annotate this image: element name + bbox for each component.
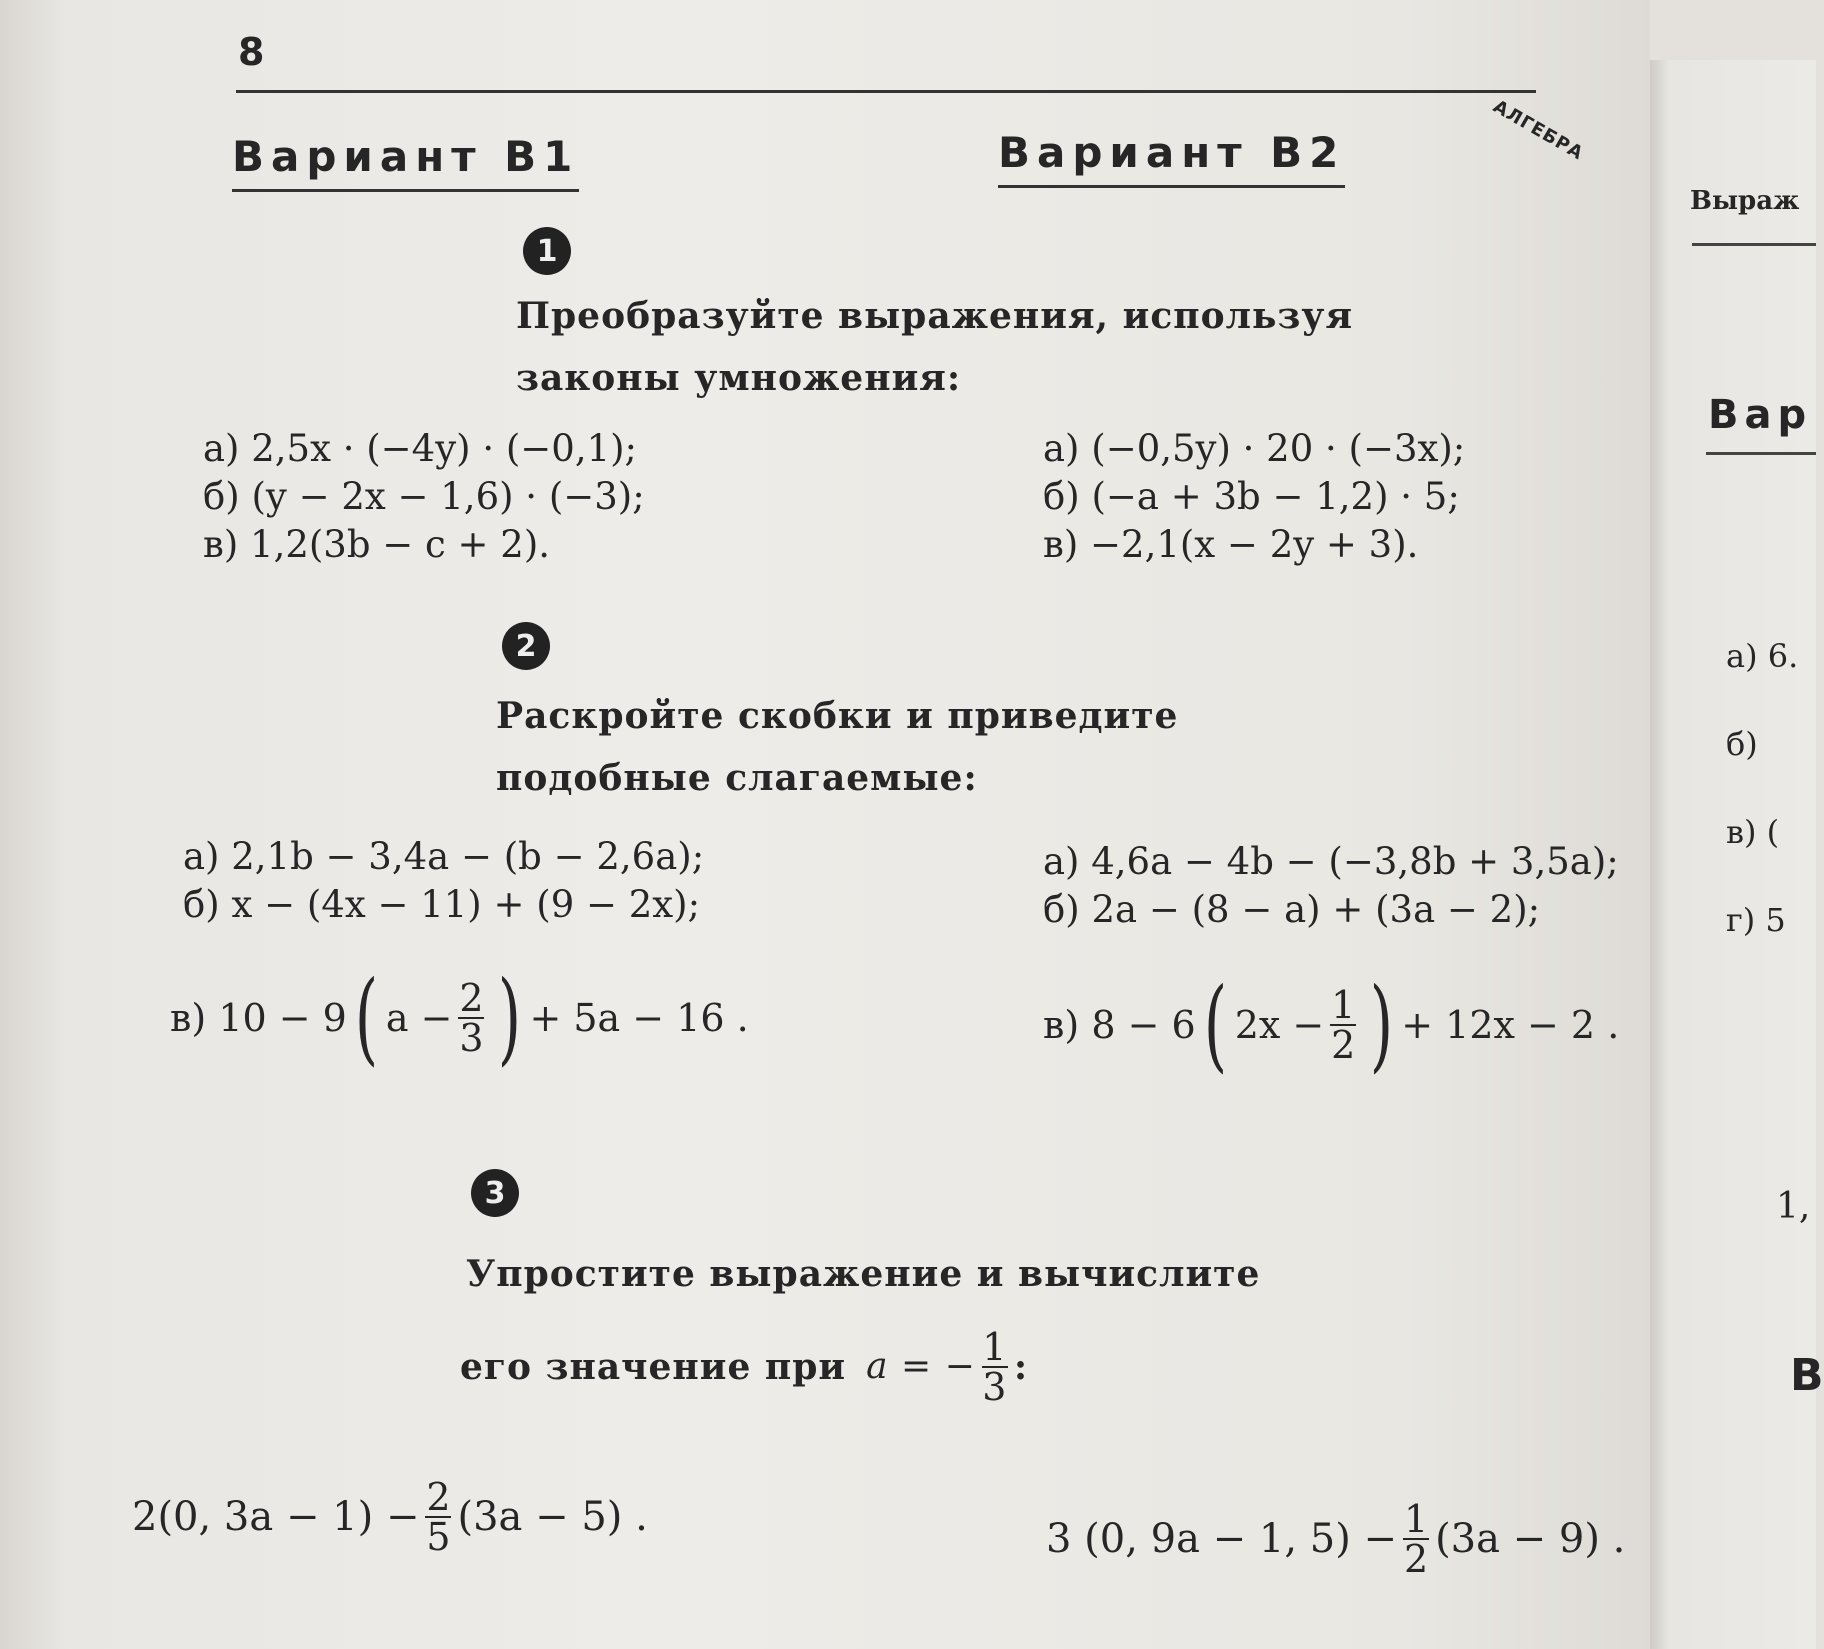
variant-b2-heading: Вариант В2 — [998, 128, 1345, 188]
neighbor-letter: В — [1790, 1350, 1824, 1401]
page-number: 8 — [238, 30, 265, 74]
task-1-text — [516, 285, 1353, 409]
task-2-v2-item-b: б) 2a − (8 − a) + (3a − 2); — [1043, 888, 1541, 931]
neighbor-number: 1, — [1776, 1186, 1811, 1227]
task-2-text-line2: подобные слагаемые: — [496, 757, 978, 799]
task-3-number-badge: 3 — [471, 1169, 519, 1217]
neighbor-item-d: г) 5 — [1726, 901, 1786, 939]
task-2-variant-2-list — [1043, 838, 1619, 934]
task-2-v1-item-a: а) 2,1b − 3,4a − (b − 2,6a); — [183, 835, 705, 878]
fraction-denominator: 2 — [1403, 1537, 1429, 1581]
a-fraction-denominator: 3 — [982, 1365, 1008, 1409]
right-paren: ) — [498, 959, 522, 1076]
colon: : — [1013, 1346, 1029, 1388]
item-label: в) — [1043, 1003, 1080, 1047]
task-1-variant-2-list — [1043, 425, 1465, 569]
fraction — [1330, 983, 1356, 1067]
variant-b1-heading: Вариант В1 — [232, 132, 579, 192]
fraction-denominator: 5 — [426, 1515, 451, 1559]
task-3-v1-expression — [132, 1475, 648, 1559]
task-3-text-line2-lead: его значение при — [460, 1346, 847, 1388]
neighbor-variant-rule — [1706, 452, 1816, 455]
expr-tail: + 5a − 16 . — [529, 996, 749, 1040]
fraction-numerator: 2 — [426, 1475, 451, 1519]
task-1-v2-item-c: в) −2,1(x − 2y + 3). — [1043, 523, 1419, 566]
task-2-v1-item-b: б) x − (4x − 11) + (9 − 2x); — [183, 883, 701, 926]
running-head: АЛГЕБРА — [1489, 96, 1588, 165]
right-paren: ) — [1370, 966, 1394, 1083]
fraction-numerator: 1 — [1403, 1497, 1429, 1541]
task-1-v2-item-a: а) (−0,5y) · 20 · (−3x); — [1043, 427, 1466, 470]
neighbor-item-c: в) ( — [1726, 813, 1780, 851]
a-fraction — [982, 1325, 1008, 1409]
task-1-variant-1-list — [203, 425, 645, 569]
expr-inner: 2x − — [1234, 1003, 1325, 1047]
neighbor-items — [1726, 612, 1798, 964]
task-3-text-line1: Упростите выражение и вычислите — [466, 1253, 1261, 1295]
task-2-number-badge: 2 — [502, 622, 550, 670]
fraction-numerator: 2 — [459, 976, 484, 1020]
task-1-v1-item-c: в) 1,2(3b − c + 2). — [203, 523, 551, 566]
header-rule — [236, 90, 1536, 93]
task-2-variant-1-list — [183, 833, 704, 929]
a-fraction-numerator: 1 — [982, 1325, 1008, 1369]
expr-inner: a − — [385, 996, 453, 1040]
task-2-text-line1: Раскройте скобки и приведите — [496, 695, 1179, 737]
expr-tail: + 12x − 2 . — [1401, 1003, 1620, 1047]
task-1-text-line2: законы умножения: — [516, 357, 962, 399]
neighbor-variant-heading: Вар — [1708, 392, 1813, 438]
expr-lead: 2(0, 3a − 1) − — [132, 1494, 420, 1540]
task-2-v2-item-c — [1043, 966, 1620, 1083]
task-1-v2-item-b: б) (−a + 3b − 1,2) · 5; — [1043, 475, 1460, 518]
a-equals: a = − — [866, 1346, 976, 1387]
expr-lead: 8 − 6 — [1091, 1003, 1196, 1047]
task-1-number-badge: 1 — [523, 227, 571, 275]
item-label: в) — [170, 996, 207, 1040]
fraction — [1403, 1497, 1429, 1581]
task-1-text-line1: Преобразуйте выражения, используя — [516, 295, 1354, 337]
fraction-denominator: 2 — [1331, 1023, 1356, 1067]
expr-lead: 3 (0, 9a − 1, 5) − — [1046, 1516, 1398, 1562]
fraction-denominator: 3 — [459, 1016, 484, 1060]
neighbor-header: Выраж — [1690, 186, 1800, 216]
task-2-v2-item-a: а) 4,6a − 4b − (−3,8b + 3,5a); — [1043, 840, 1619, 883]
expr-lead: 10 − 9 — [218, 996, 347, 1040]
neighbor-header-rule — [1692, 243, 1816, 246]
neighbor-item-b: б) — [1726, 725, 1758, 763]
task-3-text-line2 — [460, 1325, 1029, 1409]
left-paren: ( — [354, 959, 379, 1076]
neighbor-item-a: а) 6. — [1726, 637, 1799, 675]
expr-tail: (3a − 9) . — [1435, 1516, 1626, 1562]
task-3-v2-expression — [1046, 1497, 1626, 1581]
task-2-v1-item-c — [170, 959, 749, 1076]
task-2-text — [496, 685, 1178, 809]
task-1-v1-item-a: а) 2,5x · (−4y) · (−0,1); — [203, 427, 638, 470]
task-1-v1-item-b: б) (y − 2x − 1,6) · (−3); — [203, 475, 645, 518]
fraction-numerator: 1 — [1331, 983, 1356, 1027]
left-paren: ( — [1203, 966, 1227, 1083]
fraction — [425, 1475, 451, 1559]
expr-tail: (3a − 5) . — [457, 1494, 648, 1540]
fraction — [458, 976, 484, 1060]
